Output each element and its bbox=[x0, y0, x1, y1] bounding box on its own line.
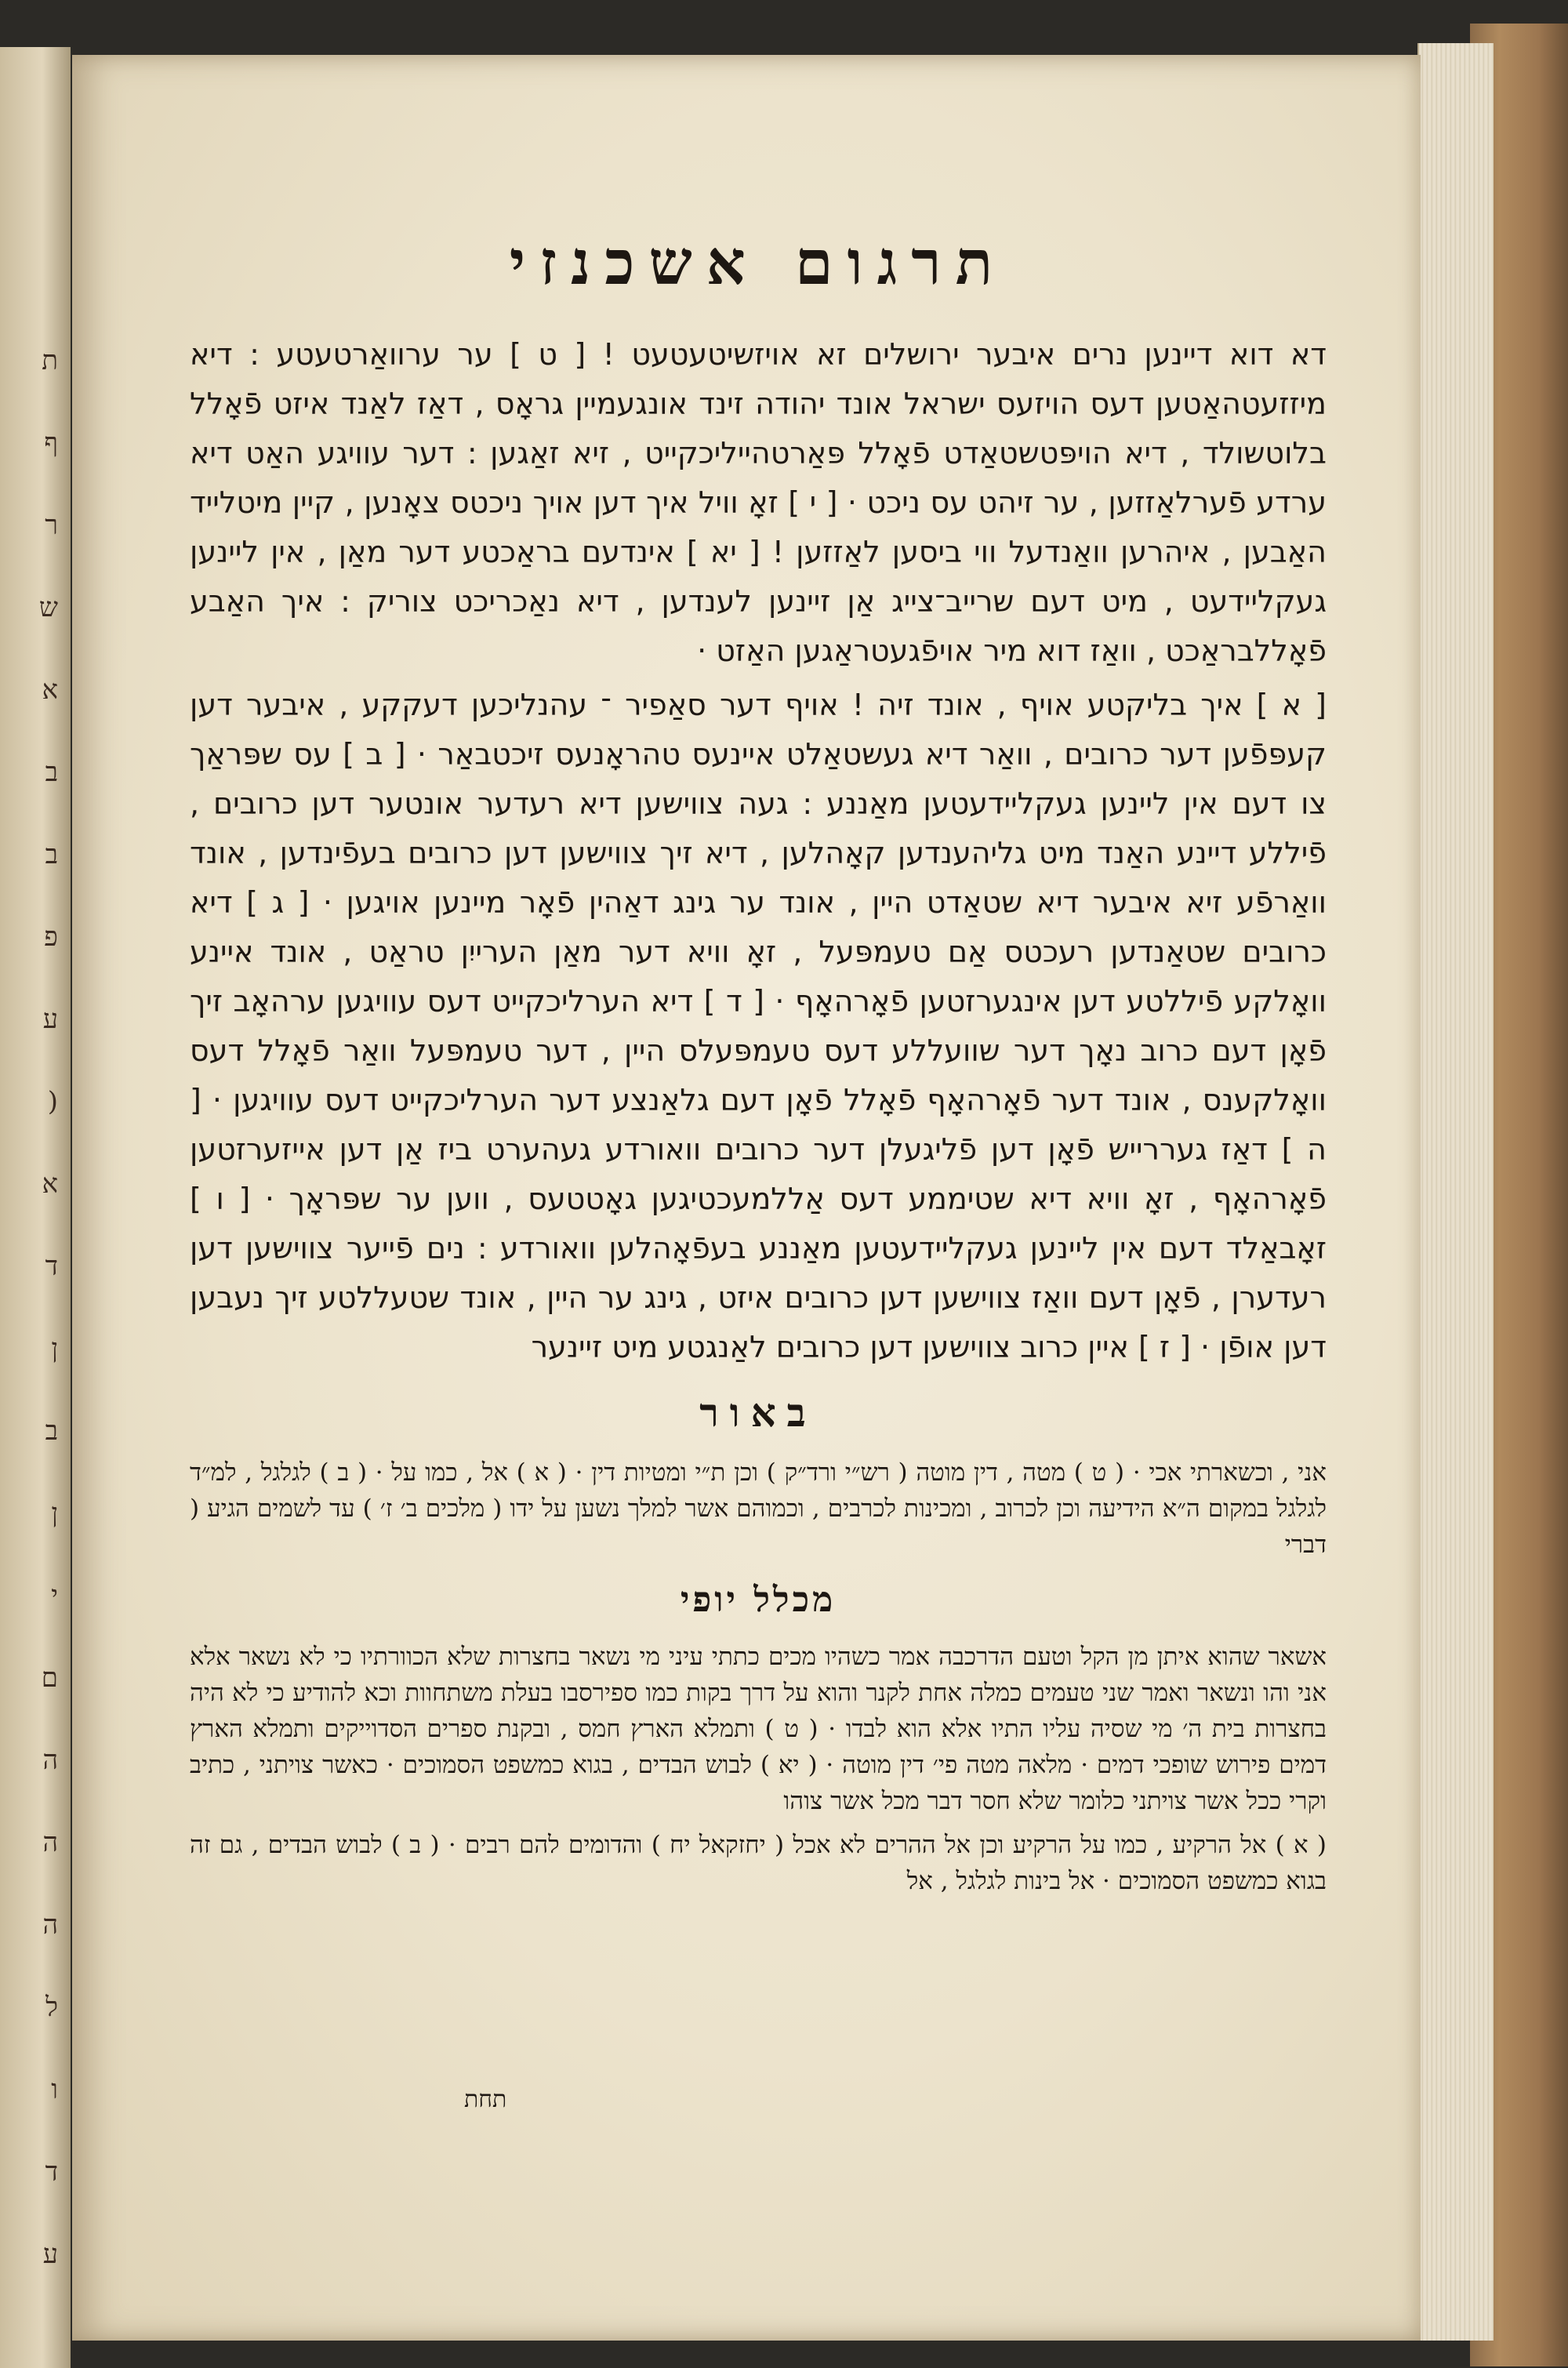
previous-page-fragment: ו bbox=[51, 2074, 58, 2105]
previous-page-fragment: י bbox=[51, 1580, 58, 1611]
previous-page-fragment: ש bbox=[38, 592, 58, 623]
page-content bbox=[190, 173, 1327, 1907]
previous-page-fragment: ה bbox=[42, 1827, 58, 1858]
previous-page-fragment: ב bbox=[45, 839, 58, 870]
previous-page-fragment: ן bbox=[51, 1333, 58, 1364]
previous-page-fragment: א bbox=[42, 1168, 58, 1200]
previous-page-edge bbox=[0, 47, 71, 2368]
previous-page-fragment: א bbox=[42, 674, 58, 706]
previous-page-fragment: ד bbox=[45, 1251, 58, 1282]
previous-page-fragment: ם bbox=[41, 1662, 58, 1694]
previous-page-fragment: ת bbox=[42, 345, 58, 376]
page-title: תרגום אשכנזי bbox=[509, 227, 1007, 299]
previous-page-fragment: ר bbox=[45, 510, 58, 541]
biur-commentary bbox=[190, 1455, 1327, 1563]
page-edges bbox=[1417, 43, 1494, 2341]
previous-page-fragment: ע bbox=[42, 1004, 58, 1035]
previous-page-fragment: ל bbox=[45, 1992, 58, 2023]
biur-heading: באור bbox=[699, 1389, 817, 1436]
previous-page-fragment: ה bbox=[42, 1745, 58, 1776]
catchword: תחת bbox=[464, 2086, 507, 2113]
yiddish-translation bbox=[190, 330, 1327, 1372]
book-page bbox=[72, 55, 1421, 2341]
mikhlal-paragraph: ( א ) אל הרקיע , כמו על הרקיע וכן אל ההרים לא אכל ( יחזקאל יח ) והדומים להם רבים · ( ב ) לבוש הבדים , גם זה בגוא כמשפט הסמוכים · אל בינות לגלגל , אל bbox=[190, 1831, 1327, 1895]
yiddish-paragraph: [ א ] איך בליקטע אויף , אונד זיה ! אויף דער סאַפיר ־ עהנליכען דעקקע , איבער דען קעפּפֿען דער כרובים , וואַר דיא געשטאַלט איינעס טהראָנעס זיכטבאַר · [ ב ] עס שפּראַך צו דעם אין ליינען געקליידעטען מאַננע : געה צווישען דיא רעדער אונטער דען כרובים , פֿיללע דיינע האַנד מיט גליהענדען קאָהלען , דיא זיך צווישען דען כרובים בעפֿינדען , אונד וואַרפֿע זיא איבער דיא שטאַדט היין , אונד ער גינג דאַהין פֿאָר מיינען אויגען · [ ג ] דיא כרובים שטאַנדען רעכטס אַם טעמפּעל , זאָ וויא דער מאַן הערייִן טראַט , אונד איינע וואָלקע פֿיללטע דען אינגערזטען פֿאָרהאָף · [ ד ] דיא הערליכקייט דעס עוויגען ערהאָב זיך פֿאָן דעם כרוב נאָך דער שוועללע דעס טעמפּעלס היין , דער טעמפּעל וואַר פֿאָלל דעס וואָלקענס , אונד דער פֿאָרהאָף פֿאָלל פֿאָן דעם גלאַנצע דער הערליכקייט דעס עוויגען · [ ה ] דאַז געררייש פֿאָן דען פֿליגעלן דער כרובים וואורדע געהערט ביז אַן דען אייזערזטען פֿאָרהאָף , זאָ וויא דיא שטיממע דעס אַללמעכטיגען גאָטטעס , ווען ער שפּראָך · [ ו ] זאָבאַלד דעם אין ליינען געקליידעטען מאַננע בעפֿאָהלען וואורדע : נים פֿייער צווישען דען רעדערן , פֿאָן דעם וואַז צווישען דען כרובים איזט , גינג ער היין , אונד שטעללטע זיך נעבען דען אופֿן · [ ז ] איין כרוב צווישען דען כרובים לאַנגטע מיט זיינער bbox=[190, 688, 1327, 1364]
previous-page-fragment: ( bbox=[47, 1086, 58, 1117]
previous-page-fragment: ב bbox=[45, 757, 58, 788]
mikhlal-yofi-heading: מכלל יופי bbox=[680, 1580, 837, 1620]
previous-page-fragment: ד bbox=[45, 2156, 58, 2188]
previous-page-fragment: ף bbox=[44, 427, 58, 459]
previous-page-fragment: ע bbox=[42, 2239, 58, 2270]
mikhlal-yofi-commentary bbox=[190, 1639, 1327, 1899]
previous-page-fragment: ן bbox=[51, 1498, 58, 1529]
biur-paragraph: אני , וכשארתי אכי · ( ט ) מטה , דין מוטה ( רש״י ורד״ק ) וכן ת״י ומטיות דין · ( א ) אל , כמו על · ( ב ) לגלגל , למ״ד לגלגל במקום ה״א הידיעה וכן לכרוב , ומכינות לכרבים , וכמוהם אשר למלך נשען על ידו ( מלכים ב׳ ז׳ ) עד לשמים הגיע ( דברי bbox=[190, 1458, 1327, 1559]
mikhlal-paragraph: אשאר שהוא איתן מן הקל וטעם הדרכבה אמר כשהיו מכים כתתי עיני מי נשאר בחצרות שלא הכוורתיו כי לא נשאר אלא אני והו ונשאר ואמר שני טעמים כמלה אחת לקנר והוא על דרך בקות כמו ספירסבו בעלת משתחוות וכא להודיע כי לא היה בחצרות בית ה׳ מי שסיה עליו התיו אלא הוא לבדו · ( ט ) ותמלא הארץ חמס , ובקנת ספרים הסדוייקים ותמלא הארץ דמים פירוש שופכי דמים · מלאה מטה פי׳ דין מוטה · ( יא ) לבוש הבדים , בגוא כמשפט הסמוכים · כאשר צויתני , כתיב וקרי ככל אשר צויתני כלומר שלא חסר דבר מכל אשר צוהו bbox=[190, 1643, 1327, 1815]
yiddish-paragraph: דא דוא דיינען נרים איבער ירושלים זא אויזשיטעטעט ! [ ט ] ער ערוואַרטעטע : דיא מיזזעטהאַטען דעס הויזעס ישראל אונד יהודה זינד אונגעמיין גראָס , דאַז לאַנד איזט פֿאָלל בלוטשולד , דיא הויפּטשטאַדט פֿאָלל פּאַרטהייליכקייט , זיא זאַגען : דער עוויגע האַט דיא ערדע פֿערלאַזזען , ער זיהט עס ניכט · [ י ] זאָ וויל איך דען אויך ניכטס צאָנען , קיין מיטלייד האַבען , איהרען וואַנדעל ווי ביסען לאַזזען ! [ יא ] אינדעם בראַכטע דער מאַן , אין ליינען געקליידעט , מיט דעם שרייב־צייג אַן זיינען לענדען , דיא נאַכריכט צוריק : איך האַבע פֿאָללבראַכט , וואַז דוא מיר אויפֿגעטראַגען האַזט · bbox=[190, 337, 1327, 668]
previous-page-fragment: ה bbox=[42, 1909, 58, 1941]
previous-page-fragment: פ bbox=[44, 921, 58, 953]
previous-page-fragment: ב bbox=[45, 1415, 58, 1447]
